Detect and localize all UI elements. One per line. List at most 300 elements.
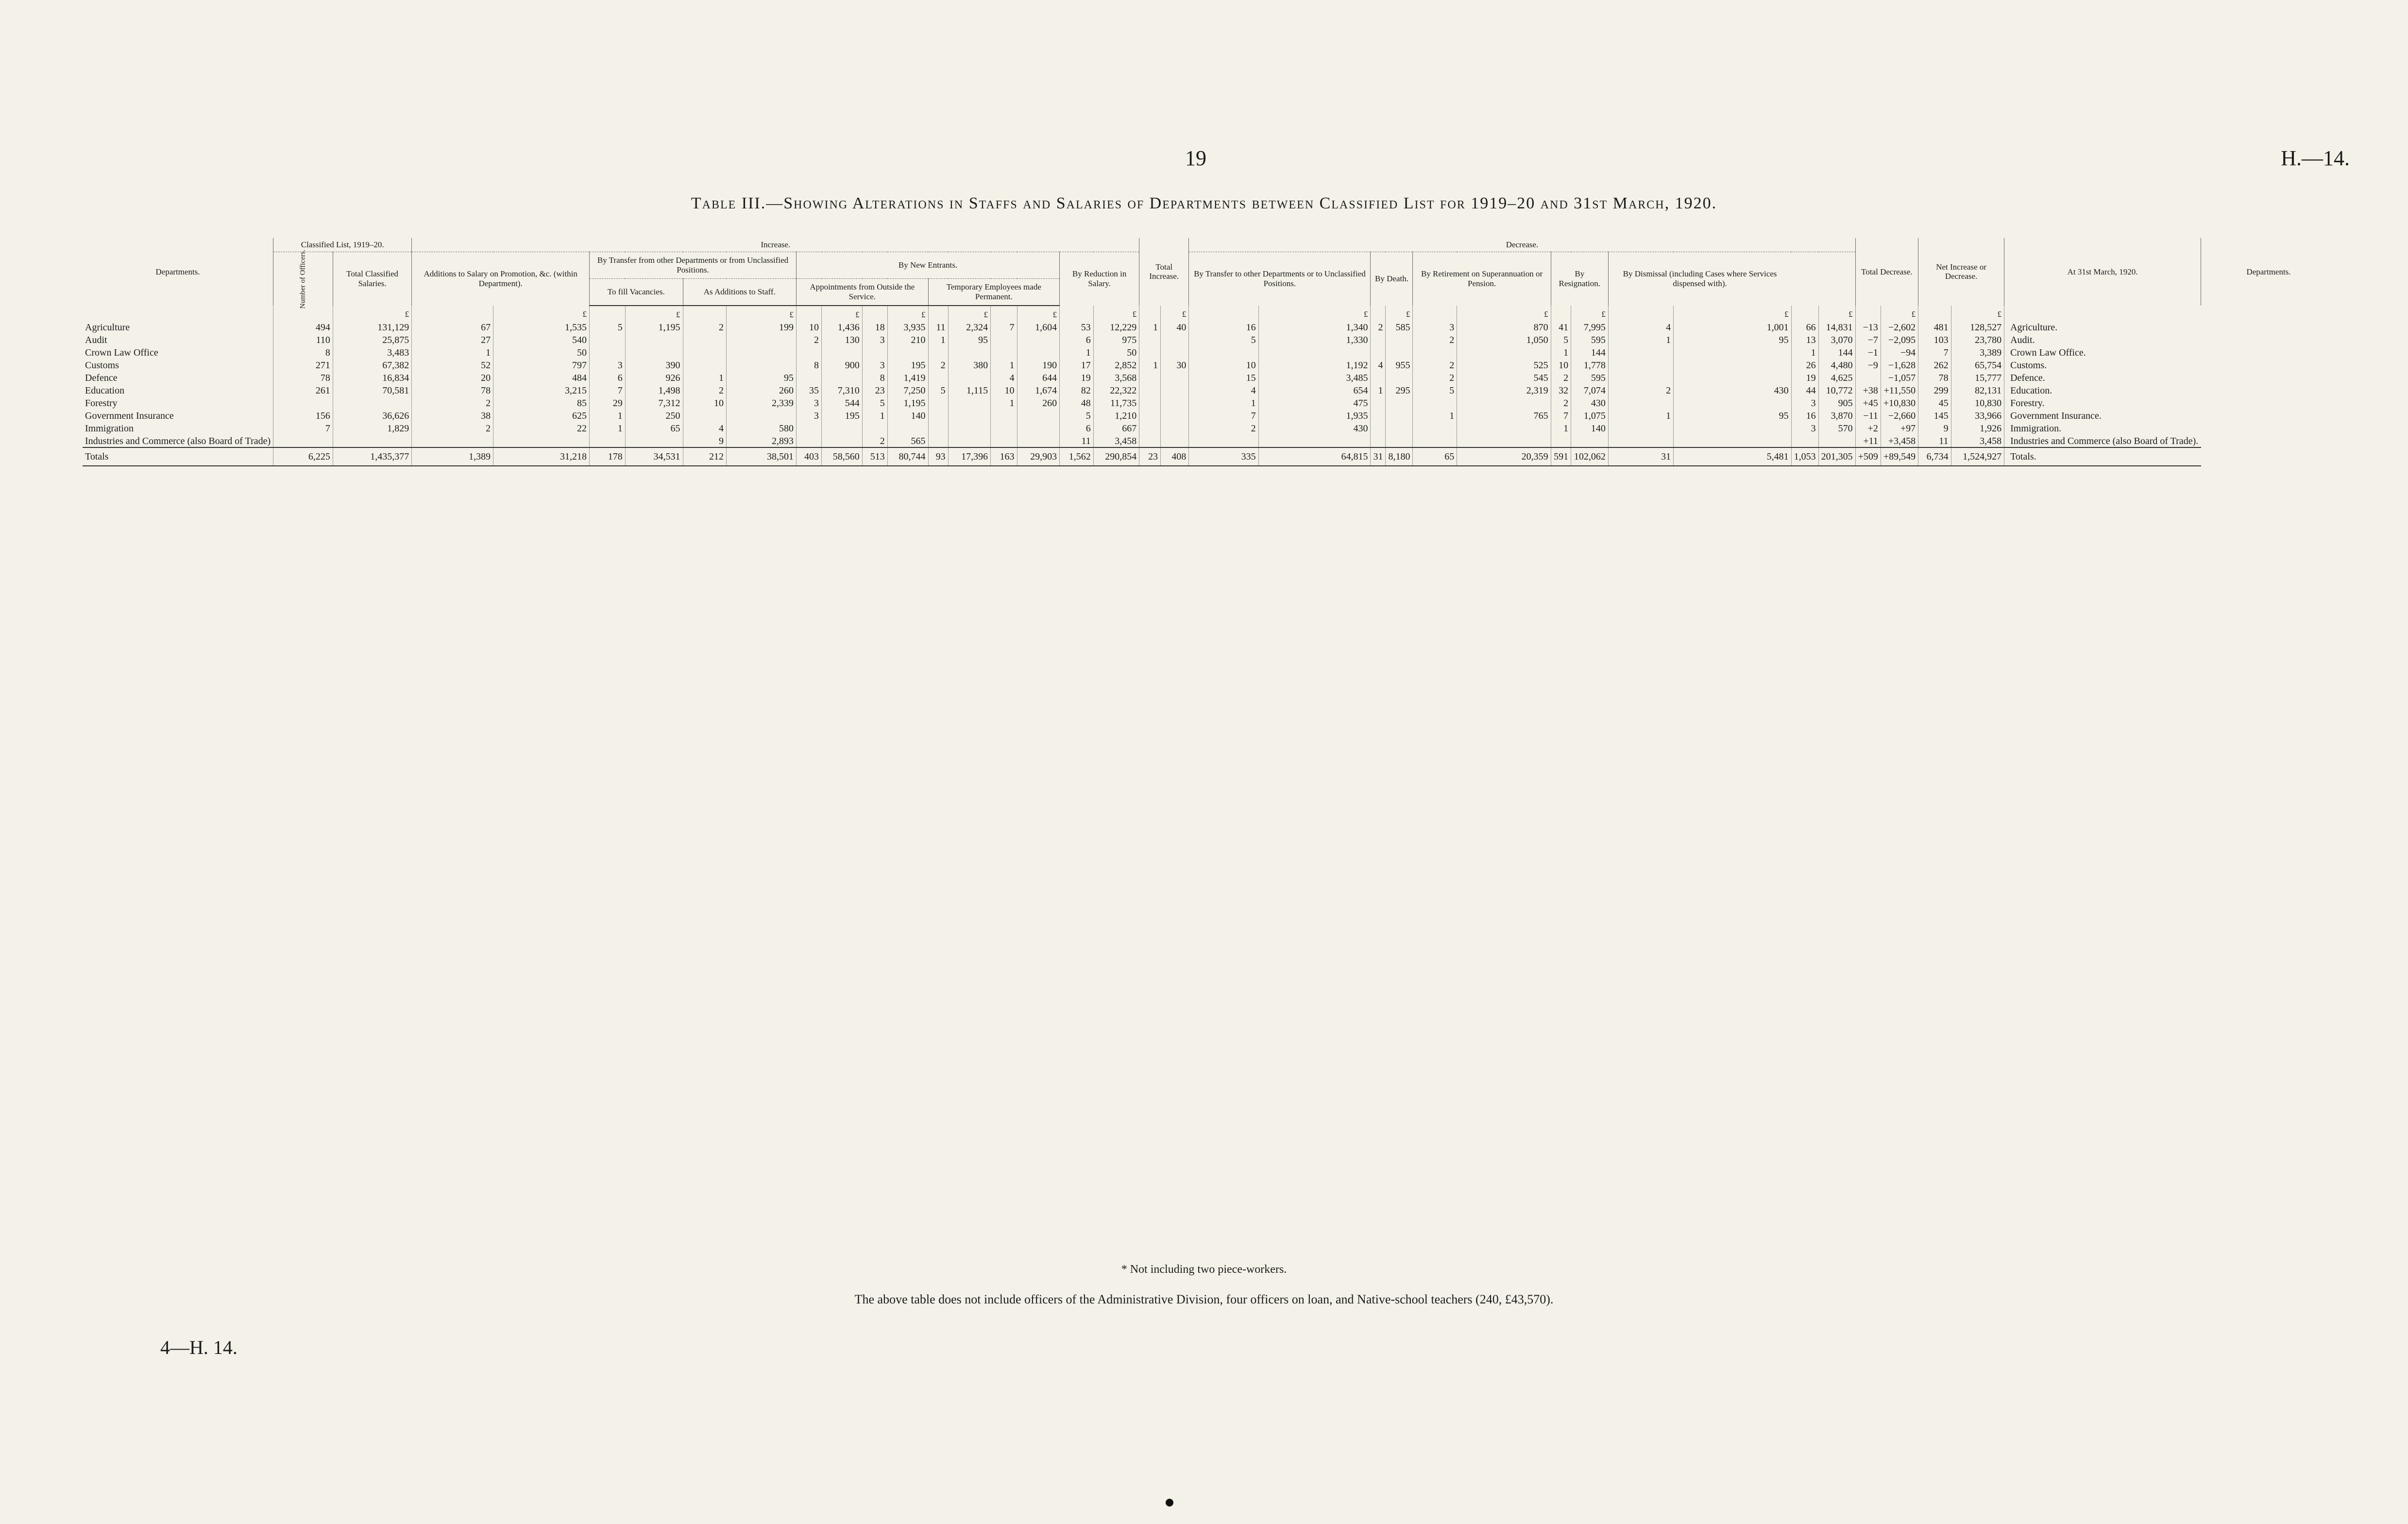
- table-cell: 14,831: [1818, 321, 1855, 334]
- table-cell: 48: [1060, 397, 1094, 410]
- table-cell: [1674, 346, 1791, 359]
- table-cell: 128,527: [1951, 321, 2004, 334]
- department-name-right: Totals.: [2004, 447, 2201, 466]
- table-cell: 2: [1608, 384, 1673, 397]
- table-cell: [948, 346, 991, 359]
- table-cell: 41: [1551, 321, 1571, 334]
- table-cell: 32: [1551, 384, 1571, 397]
- table-row: [83, 359, 2336, 372]
- table-cell: [1139, 372, 1161, 384]
- table-cell: 22: [493, 422, 590, 435]
- table-cell: 625: [493, 410, 590, 422]
- table-cell: 1,389: [412, 447, 493, 466]
- table-cell: 2: [1413, 372, 1457, 384]
- table-cell: 4: [683, 422, 726, 435]
- table-cell: 905: [1818, 397, 1855, 410]
- table-cell: [1139, 384, 1161, 397]
- table-cell: 1,535: [493, 321, 590, 334]
- header-by-dismissal: By Dismissal (including Cases where Services dispensed with).: [1608, 252, 1791, 306]
- table-cell: [1139, 435, 1161, 447]
- header-by-retirement: By Retirement on Superannuation or Pension.: [1413, 252, 1551, 306]
- table-cell: −1: [1855, 346, 1881, 359]
- table-cell: 26: [1791, 359, 1818, 372]
- department-name-right: Forestry.: [2004, 397, 2201, 410]
- table-cell: 29: [589, 397, 625, 410]
- table-cell: [1413, 397, 1457, 410]
- table-cell: 2,324: [948, 321, 991, 334]
- table-cell: [887, 422, 928, 435]
- header-total-classified-salaries: Total Classified Salaries.: [333, 252, 411, 306]
- table-cell: [1413, 422, 1457, 435]
- table-cell: 430: [1571, 397, 1609, 410]
- table-cell: [589, 346, 625, 359]
- table-cell: 1,050: [1457, 334, 1551, 346]
- table-cell: [1161, 422, 1189, 435]
- table-cell: 1: [683, 372, 726, 384]
- table-cell: −13: [1855, 321, 1881, 334]
- table-cell: 12,229: [1093, 321, 1139, 334]
- table-cell: 1,436: [822, 321, 863, 334]
- table-cell: 955: [1386, 359, 1413, 372]
- table-cell: 64,815: [1258, 447, 1371, 466]
- units-pound-15: £: [1674, 306, 1791, 321]
- table-cell: 131,129: [333, 321, 411, 334]
- table-cell: 95: [1674, 410, 1791, 422]
- table-cell: 10: [797, 321, 822, 334]
- table-cell: [1189, 435, 1258, 447]
- table-cell: 93: [928, 447, 948, 466]
- table-cell: [1457, 397, 1551, 410]
- table-cell: 2: [1551, 397, 1571, 410]
- table-cell: 110: [273, 334, 333, 346]
- table-row: [83, 334, 2336, 346]
- table-cell: 20: [412, 372, 493, 384]
- table-cell: [928, 410, 948, 422]
- table-cell: 3,458: [1093, 435, 1139, 447]
- header-total-decrease: Total Decrease.: [1855, 238, 1918, 306]
- table-cell: 1,604: [1017, 321, 1060, 334]
- table-cell: 494: [273, 321, 333, 334]
- table-cell: 31: [1371, 447, 1386, 466]
- table-cell: [333, 435, 411, 447]
- table-cell: 3,485: [1258, 372, 1371, 384]
- header-transfer-fill: To fill Vacancies.: [589, 278, 683, 306]
- table-cell: [991, 410, 1017, 422]
- table-cell: [1386, 334, 1413, 346]
- table-cell: [1371, 422, 1386, 435]
- table-cell: +11: [1855, 435, 1881, 447]
- table-cell: [1386, 372, 1413, 384]
- table-cell: 2: [1413, 359, 1457, 372]
- table-cell: −2,660: [1881, 410, 1918, 422]
- table-cell: 50: [1093, 346, 1139, 359]
- header-temporary-permanent: Temporary Employees made Permanent.: [928, 278, 1060, 306]
- table-cell: 52: [412, 359, 493, 372]
- header-total-increase: Total Increase.: [1139, 238, 1189, 306]
- table-cell: 2: [797, 334, 822, 346]
- table-cell: [822, 435, 863, 447]
- units-pound-4: £: [726, 306, 796, 321]
- table-cell: [1371, 334, 1386, 346]
- table-cell: 9: [683, 435, 726, 447]
- table-cell: −2,602: [1881, 321, 1918, 334]
- table-cell: 271: [273, 359, 333, 372]
- table-cell: 7: [991, 321, 1017, 334]
- table-cell: [1161, 410, 1189, 422]
- table-cell: 3: [862, 359, 887, 372]
- table-cell: [1161, 346, 1189, 359]
- department-name: Totals: [83, 447, 273, 466]
- table-cell: 18: [862, 321, 887, 334]
- table-cell: +89,549: [1881, 447, 1918, 466]
- table-cell: 212: [683, 447, 726, 466]
- table-cell: 7,074: [1571, 384, 1609, 397]
- table-cell: 2: [1371, 321, 1386, 334]
- table-cell: 5: [928, 384, 948, 397]
- table-row: [83, 346, 2336, 359]
- department-name-right: Customs.: [2004, 359, 2201, 372]
- table-cell: 80,744: [887, 447, 928, 466]
- table-cell: [1457, 422, 1551, 435]
- staff-salary-table: [83, 238, 2336, 466]
- table-cell: 82: [1060, 384, 1094, 397]
- table-cell: [1161, 435, 1189, 447]
- table-cell: 4: [1608, 321, 1673, 334]
- table-cell: 7,312: [625, 397, 683, 410]
- table-cell: [1386, 397, 1413, 410]
- table-cell: −2,095: [1881, 334, 1918, 346]
- table-cell: 4: [1189, 384, 1258, 397]
- table-cell: [1371, 435, 1386, 447]
- table-cell: 1: [1608, 334, 1673, 346]
- table-cell: [1386, 435, 1413, 447]
- table-cell: 1,195: [887, 397, 928, 410]
- table-cell: 3: [1791, 422, 1818, 435]
- table-row: [83, 372, 2336, 384]
- table-cell: 11: [1918, 435, 1951, 447]
- table-cell: 85: [493, 397, 590, 410]
- table-cell: +3,458: [1881, 435, 1918, 447]
- table-cell: 10: [991, 384, 1017, 397]
- table-cell: 5: [1413, 384, 1457, 397]
- table-cell: 6,734: [1918, 447, 1951, 466]
- table-cell: 1: [1551, 422, 1571, 435]
- table-cell: 797: [493, 359, 590, 372]
- table-cell: 78: [1918, 372, 1951, 384]
- table-cell: 2,893: [726, 435, 796, 447]
- table-cell: 11: [928, 321, 948, 334]
- header-transfer-out: By Transfer to other Departments or to Unclassified Positions.: [1189, 252, 1371, 306]
- table-cell: [928, 422, 948, 435]
- table-cell: 178: [589, 447, 625, 466]
- units-row: [83, 306, 2336, 321]
- table-cell: [797, 372, 822, 384]
- table-row: [83, 435, 2336, 447]
- table-cell: −11: [1855, 410, 1881, 422]
- header-increase: Increase.: [412, 238, 1139, 252]
- table-cell: 3,870: [1818, 410, 1855, 422]
- table-cell: 17: [1060, 359, 1094, 372]
- table-cell: 195: [887, 359, 928, 372]
- table-cell: [1608, 346, 1673, 359]
- table-cell: 10,830: [1951, 397, 2004, 410]
- table-cell: 8,180: [1386, 447, 1413, 466]
- table-cell: [1855, 372, 1881, 384]
- table-cell: 22,322: [1093, 384, 1139, 397]
- table-cell: [1674, 359, 1791, 372]
- table-cell: [726, 334, 796, 346]
- table-cell: 6: [589, 372, 625, 384]
- table-cell: [1818, 435, 1855, 447]
- table-cell: 5: [1551, 334, 1571, 346]
- table-cell: 3: [797, 410, 822, 422]
- table-cell: 11,735: [1093, 397, 1139, 410]
- table-cell: 403: [797, 447, 822, 466]
- department-name: Industries and Commerce (also Board of Trade): [85, 435, 271, 446]
- table-cell: 5,481: [1674, 447, 1791, 466]
- table-cell: 3,389: [1951, 346, 2004, 359]
- table-cell: 19: [1060, 372, 1094, 384]
- table-cell: [1258, 435, 1371, 447]
- department-name-right: Industries and Commerce (also Board of Trade).: [2004, 435, 2201, 447]
- table-cell: 1: [1371, 384, 1386, 397]
- table-cell: 1: [589, 410, 625, 422]
- table-cell: [928, 435, 948, 447]
- table-cell: [1371, 410, 1386, 422]
- table-title: Table III.—Showing Alterations in Staffs and Salaries of Departments between Classified List for 1919–20 and 31st March, 1920.: [691, 194, 1717, 212]
- table-cell: 7,310: [822, 384, 863, 397]
- table-cell: 38: [412, 410, 493, 422]
- units-pound-12: £: [1386, 306, 1413, 321]
- table-cell: [1791, 435, 1818, 447]
- table-cell: 1,435,377: [333, 447, 411, 466]
- table-cell: [589, 435, 625, 447]
- table-cell: [991, 334, 1017, 346]
- table-cell: 430: [1674, 384, 1791, 397]
- table-cell: 870: [1457, 321, 1551, 334]
- page-code: H.—14.: [2281, 146, 2350, 170]
- table-cell: [726, 359, 796, 372]
- table-cell: [1371, 372, 1386, 384]
- table-cell: 78: [273, 372, 333, 384]
- table-cell: [1413, 435, 1457, 447]
- table-cell: 156: [273, 410, 333, 422]
- table-cell: 145: [1918, 410, 1951, 422]
- table-cell: [1386, 422, 1413, 435]
- table-cell: [1139, 346, 1161, 359]
- table-cell: [589, 334, 625, 346]
- table-cell: 5: [1189, 334, 1258, 346]
- table-cell: 1,053: [1791, 447, 1818, 466]
- table-cell: 3: [1413, 321, 1457, 334]
- table-cell: 17,396: [948, 447, 991, 466]
- table-cell: 1: [991, 359, 1017, 372]
- table-cell: [683, 334, 726, 346]
- table-cell: 1: [991, 397, 1017, 410]
- header-transfer-in: By Transfer from other Departments or from Unclassified Positions.: [589, 252, 796, 278]
- table-cell: [822, 372, 863, 384]
- table-note: The above table does not include officers of the Administrative Division, four officers on loan, and Native-school teachers (240, £43,570).: [854, 1292, 1554, 1306]
- department-name-right: Immigration.: [2004, 422, 2201, 435]
- table-cell: 2: [862, 435, 887, 447]
- table-cell: [1674, 372, 1791, 384]
- table-cell: [1608, 422, 1673, 435]
- table-cell: 2,852: [1093, 359, 1139, 372]
- table-cell: [1161, 397, 1189, 410]
- table-cell: [1139, 422, 1161, 435]
- table-cell: 260: [726, 384, 796, 397]
- table-cell: 144: [1818, 346, 1855, 359]
- table-cell: 390: [625, 359, 683, 372]
- table-cell: 1,524,927: [1951, 447, 2004, 466]
- table-cell: 199: [726, 321, 796, 334]
- table-cell: 545: [1457, 372, 1551, 384]
- table-cell: [1139, 397, 1161, 410]
- table-cell: 3,935: [887, 321, 928, 334]
- table-row: [83, 321, 2336, 334]
- table-cell: 900: [822, 359, 863, 372]
- table-cell: 408: [1161, 447, 1189, 466]
- table-cell: [1017, 435, 1060, 447]
- table-cell: [1017, 422, 1060, 435]
- table-cell: [1608, 372, 1673, 384]
- table-cell: 1: [1189, 397, 1258, 410]
- table-cell: 53: [1060, 321, 1094, 334]
- table-cell: [493, 435, 590, 447]
- table-cell: 163: [991, 447, 1017, 466]
- table-cell: 595: [1571, 334, 1609, 346]
- table-cell: 430: [1258, 422, 1371, 435]
- table-cell: 2: [1551, 372, 1571, 384]
- table-cell: 1,778: [1571, 359, 1609, 372]
- table-cell: 3: [862, 334, 887, 346]
- table-cell: [1139, 410, 1161, 422]
- table-cell: 140: [1571, 422, 1609, 435]
- table-cell: 4: [991, 372, 1017, 384]
- table-cell: 140: [887, 410, 928, 422]
- table-cell: 7: [1189, 410, 1258, 422]
- table-cell: 130: [822, 334, 863, 346]
- table-cell: 10: [683, 397, 726, 410]
- header-by-reduction: By Reduction in Salary.: [1060, 252, 1139, 306]
- department-name-right: Agriculture.: [2004, 321, 2201, 334]
- table-cell: [1017, 334, 1060, 346]
- units-pound-9: £: [1093, 306, 1139, 321]
- table-cell: 13: [1791, 334, 1818, 346]
- department-name-right: Crown Law Office.: [2004, 346, 2201, 359]
- table-cell: 484: [493, 372, 590, 384]
- table-cell: [625, 435, 683, 447]
- table-cell: 2: [1189, 422, 1258, 435]
- table-cell: 7: [273, 422, 333, 435]
- table-cell: 95: [948, 334, 991, 346]
- table-cell: [1608, 359, 1673, 372]
- table-cell: 195: [822, 410, 863, 422]
- table-cell: 570: [1818, 422, 1855, 435]
- table-cell: [1371, 346, 1386, 359]
- table-cell: −9: [1855, 359, 1881, 372]
- table-cell: 4: [1371, 359, 1386, 372]
- units-pound-5: £: [822, 306, 863, 321]
- table-cell: 8: [862, 372, 887, 384]
- table-cell: [1413, 346, 1457, 359]
- footnote: * Not including two piece-workers.: [1121, 1263, 1287, 1276]
- table-cell: 1,562: [1060, 447, 1094, 466]
- table-cell: 16: [1189, 321, 1258, 334]
- units-pound-14: £: [1571, 306, 1609, 321]
- table-cell: 2: [412, 422, 493, 435]
- table-cell: 565: [887, 435, 928, 447]
- table-cell: 144: [1571, 346, 1609, 359]
- department-name: Immigration: [85, 423, 134, 434]
- table-cell: 481: [1918, 321, 1951, 334]
- table-cell: 44: [1791, 384, 1818, 397]
- table-cell: 33,966: [1951, 410, 2004, 422]
- units-pound-2: £: [493, 306, 590, 321]
- units-pound-11: £: [1258, 306, 1371, 321]
- table-cell: 1,340: [1258, 321, 1371, 334]
- table-cell: +2: [1855, 422, 1881, 435]
- table-cell: 3,483: [333, 346, 411, 359]
- table-cell: 19: [1791, 372, 1818, 384]
- table-cell: 2: [683, 384, 726, 397]
- page-number: 19: [1185, 146, 1206, 170]
- table-cell: 1,498: [625, 384, 683, 397]
- table-cell: 1,926: [1951, 422, 2004, 435]
- table-cell: 2: [412, 397, 493, 410]
- table-cell: 250: [625, 410, 683, 422]
- header-decrease: Decrease.: [1189, 238, 1855, 252]
- table-cell: 1: [1139, 359, 1161, 372]
- units-pound-1: £: [333, 306, 411, 321]
- table-cell: 25,875: [333, 334, 411, 346]
- table-cell: 7: [589, 384, 625, 397]
- table-cell: 3: [797, 397, 822, 410]
- table-cell: 335: [1189, 447, 1258, 466]
- header-new-entrants: By New Entrants.: [797, 252, 1060, 278]
- table-cell: 67,382: [333, 359, 411, 372]
- table-cell: 1: [1608, 410, 1673, 422]
- table-cell: [1161, 384, 1189, 397]
- department-name-right: Audit.: [2004, 334, 2201, 346]
- table-cell: [928, 372, 948, 384]
- table-cell: 3: [589, 359, 625, 372]
- table-cell: [273, 435, 333, 447]
- table-cell: 3: [1791, 397, 1818, 410]
- table-cell: 1: [412, 346, 493, 359]
- department-name-right: Education.: [2004, 384, 2201, 397]
- table-cell: 40: [1161, 321, 1189, 334]
- table-cell: 38,501: [726, 447, 796, 466]
- header-net: Net Increase or Decrease.: [1918, 238, 2004, 306]
- table-cell: [928, 397, 948, 410]
- table-cell: 95: [726, 372, 796, 384]
- table-cell: [625, 334, 683, 346]
- table-cell: 210: [887, 334, 928, 346]
- units-pound-17: £: [1881, 306, 1918, 321]
- header-classified-list: Classified List, 1919–20.: [273, 238, 412, 252]
- table-cell: [797, 422, 822, 435]
- table-cell: [991, 435, 1017, 447]
- table-cell: [1674, 397, 1791, 410]
- table-cell: [948, 422, 991, 435]
- table-cell: 1,210: [1093, 410, 1139, 422]
- department-name: Education: [85, 385, 125, 396]
- table-cell: [1386, 410, 1413, 422]
- department-name: Government Insurance: [85, 410, 174, 421]
- table-cell: 1: [1413, 410, 1457, 422]
- table-cell: 65,754: [1951, 359, 2004, 372]
